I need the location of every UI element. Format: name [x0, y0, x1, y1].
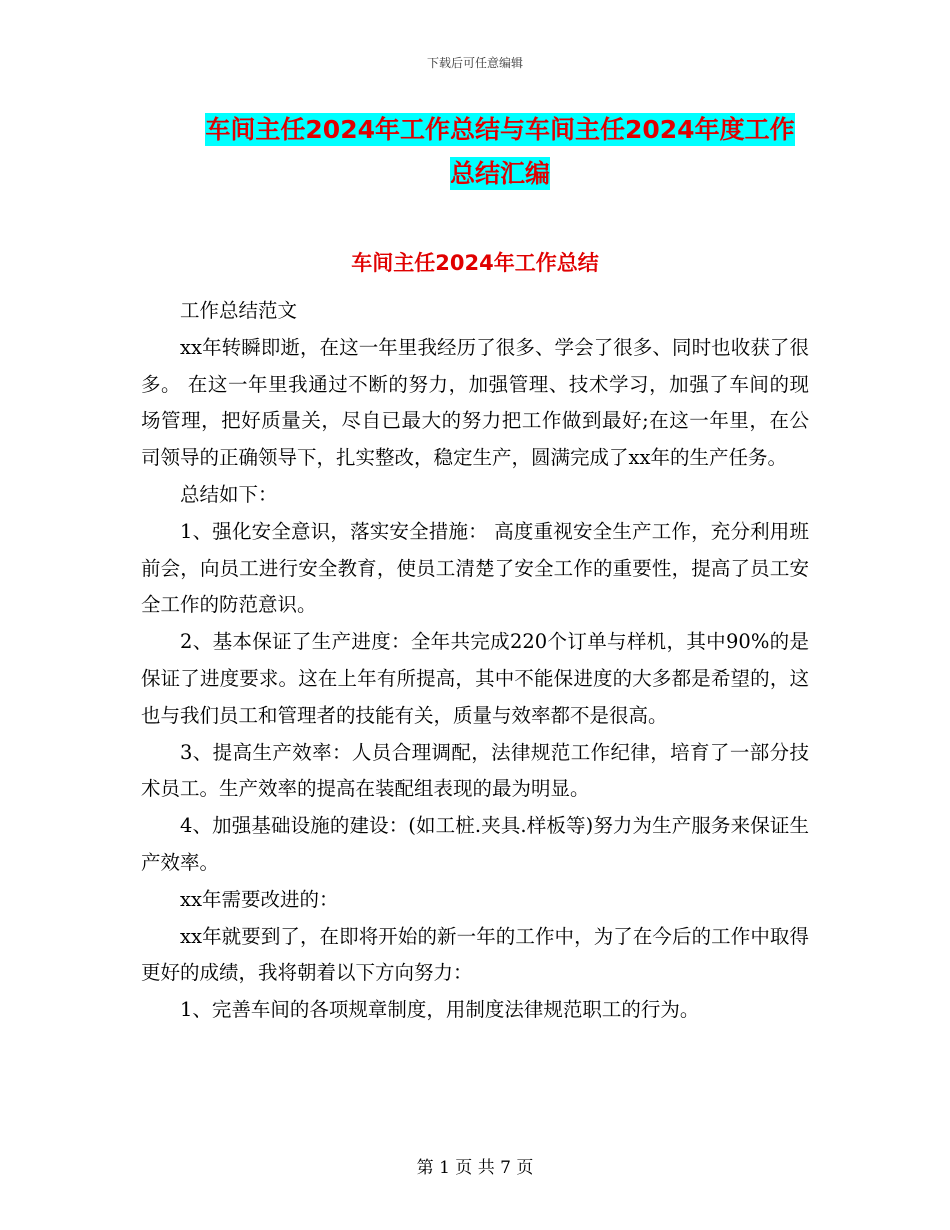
paragraph-item-1: 1、强化安全意识，落实安全措施： 高度重视安全生产工作，充分利用班前会，向员工进行安全教育，使员工清楚了安全工作的重要性，提高了员工安全工作的防范意识。 — [141, 519, 809, 617]
section-title: 车间主任2024年工作总结 — [351, 251, 599, 275]
paragraph-intro: xx年转瞬即逝，在这一年里我经历了很多、学会了很多、同时也收获了很多。 在这一年里我通过不断的努力，加强管理、技术学习，加强了车间的现场管理，把好质量关，尽自已最大的努力把工作做到最好;在这一年里，在公司领导的正确领导下，扎实整改，稳定生产，圆满完成了xx年的生产任务。 — [141, 335, 809, 470]
document-title-text: 车间主任2024年工作总结与车间主任2024年度工作总结汇编 — [205, 115, 795, 188]
paragraph-item-3: 3、提高生产效率：人员合理调配，法律规范工作纪律，培育了一部分技术员工。生产效率的提高在装配组表现的最为明显。 — [141, 740, 809, 801]
document-body — [141, 293, 809, 1029]
paragraph-item-2: 2、基本保证了生产进度：全年共完成220个订单与样机，其中90%的是保证了进度要求。这在上年有所提高，其中不能保进度的大多都是希望的，这也与我们员工和管理者的技能有关，质量与效率都不是很高。 — [141, 630, 809, 727]
document-title — [195, 108, 805, 196]
paragraph-item-4: 4、加强基础设施的建设：(如工桩.夹具.样板等)努力为生产服务来保证生产效率。 — [141, 814, 809, 874]
paragraph-heading: 工作总结范文 — [180, 299, 298, 322]
paragraph-next-year: xx年就要到了，在即将开始的新一年的工作中，为了在今后的工作中取得更好的成绩，我将朝着以下方向努力： — [141, 924, 809, 985]
paragraph-improvement-lead: xx年需要改进的： — [180, 887, 339, 911]
header-note: 下载后可任意编辑 — [426, 56, 523, 70]
page-footer: 第 1 页 共 7 页 — [416, 1158, 534, 1178]
paragraph-summary-lead: 总结如下： — [180, 482, 278, 506]
paragraph-plan-item-1: 1、完善车间的各项规章制度，用制度法律规范职工的行为。 — [180, 998, 700, 1022]
